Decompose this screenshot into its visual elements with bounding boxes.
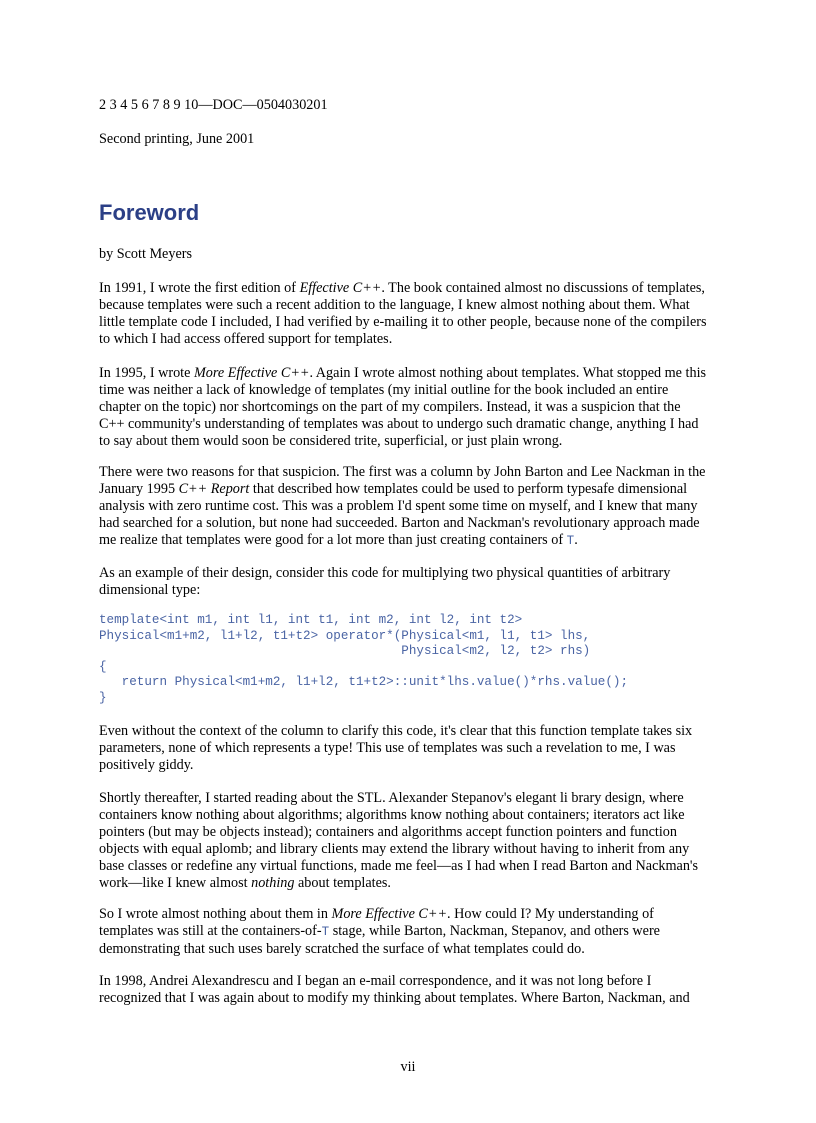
printing-date-line: Second printing, June 2001 bbox=[99, 131, 255, 147]
paragraph-6: Shortly thereafter, I started reading about the STL. Alexander Stepanov's elegant li brary design, where containers know nothing about algorithms; algorithms know nothing about containers; iterators act like pointers (but may be objects instead); containers and algorithms accept function pointers and function objects with equal aplomb; and library clients may extend the library without having to inherit from any base classes or redefine any virtual functions, made me feel—as I had when I read Barton and Nackman's work—like I knew almost nothing about templates. bbox=[99, 790, 698, 891]
code-line: template<int m1, int l1, int t1, int m2, int l2, int t2> bbox=[99, 613, 523, 627]
code-line: Physical<m1+m2, l1+l2, t1+t2> operator*(Physical<m1, l1, t1> lhs, bbox=[99, 628, 591, 643]
paragraph-1: In 1991, I wrote the first edition of Effective C++. The book contained almost no discussions of templates, because templates were such a recent addition to the language, I knew almost nothing about them. What little template code I included, I had verified by e-mailing it to other people, because none of the compilers to which I had access offered support for templates. bbox=[99, 280, 707, 347]
byline: by Scott Meyers bbox=[99, 246, 192, 262]
paragraph-3: There were two reasons for that suspicion. The first was a column by John Barton and Lee Nackman in the January 1995 C++ Report that described how templates could be used to perform typesafe dimensional analysis with zero runtime cost. This was a problem I'd spent some time on myself, and I knew that many had searched for a solution, but none had succeeded. Barton and Nackman's revolutionary approach made me realize that templates were good for a lot more than just creating containers of T. bbox=[99, 464, 706, 548]
code-line: { bbox=[99, 659, 107, 674]
foreword-title: Foreword bbox=[99, 200, 200, 225]
code-block bbox=[99, 613, 628, 707]
paragraph-5: Even without the context of the column to clarify this code, it's clear that this function template takes six parameters, none of which represents a type! This use of templates was such a revelation to me, I was positively giddy. bbox=[99, 723, 693, 773]
paragraph-8: In 1998, Andrei Alexandrescu and I began an e-mail correspondence, and it was not long before I recognized that I was again about to modify my thinking about templates. Where Barton, Nackman, and bbox=[99, 973, 690, 1006]
paragraph-4: As an example of their design, consider this code for multiplying two physical quantities of arbitrary dimensional type: bbox=[99, 565, 671, 598]
code-line: } bbox=[99, 690, 107, 705]
paragraph-2: In 1995, I wrote More Effective C++. Again I wrote almost nothing about templates. What stopped me this time was neither a lack of knowledge of templates (my initial outline for the book included an entire chapter on the topic) nor shortcomings on the part of my compilers. Instead, it was a suspicion that the C++ community's understanding of templates was about to undergo such dramatic change, anything I had to say about them would soon be considered trite, superficial, or just plain wrong. bbox=[99, 365, 707, 449]
printing-number-line: 2 3 4 5 6 7 8 9 10—DOC—0504030201 bbox=[99, 97, 328, 113]
inline-code-T: T bbox=[321, 925, 330, 939]
paragraph-7: So I wrote almost nothing about them in More Effective C++. How could I? My understanding of templates was still at the containers-of-T stage, while Barton, Nackman, Stepanov, and others were demonstrating that such uses barely scratched the surface of what templates could do. bbox=[99, 906, 660, 957]
code-line: return Physical<m1+m2, l1+l2, t1+t2>::unit*lhs.value()*rhs.value(); bbox=[99, 675, 629, 690]
inline-code-T: T bbox=[566, 534, 575, 548]
code-line: Physical<m2, l2, t2> rhs) bbox=[99, 644, 591, 659]
page-number: vii bbox=[400, 1059, 416, 1075]
